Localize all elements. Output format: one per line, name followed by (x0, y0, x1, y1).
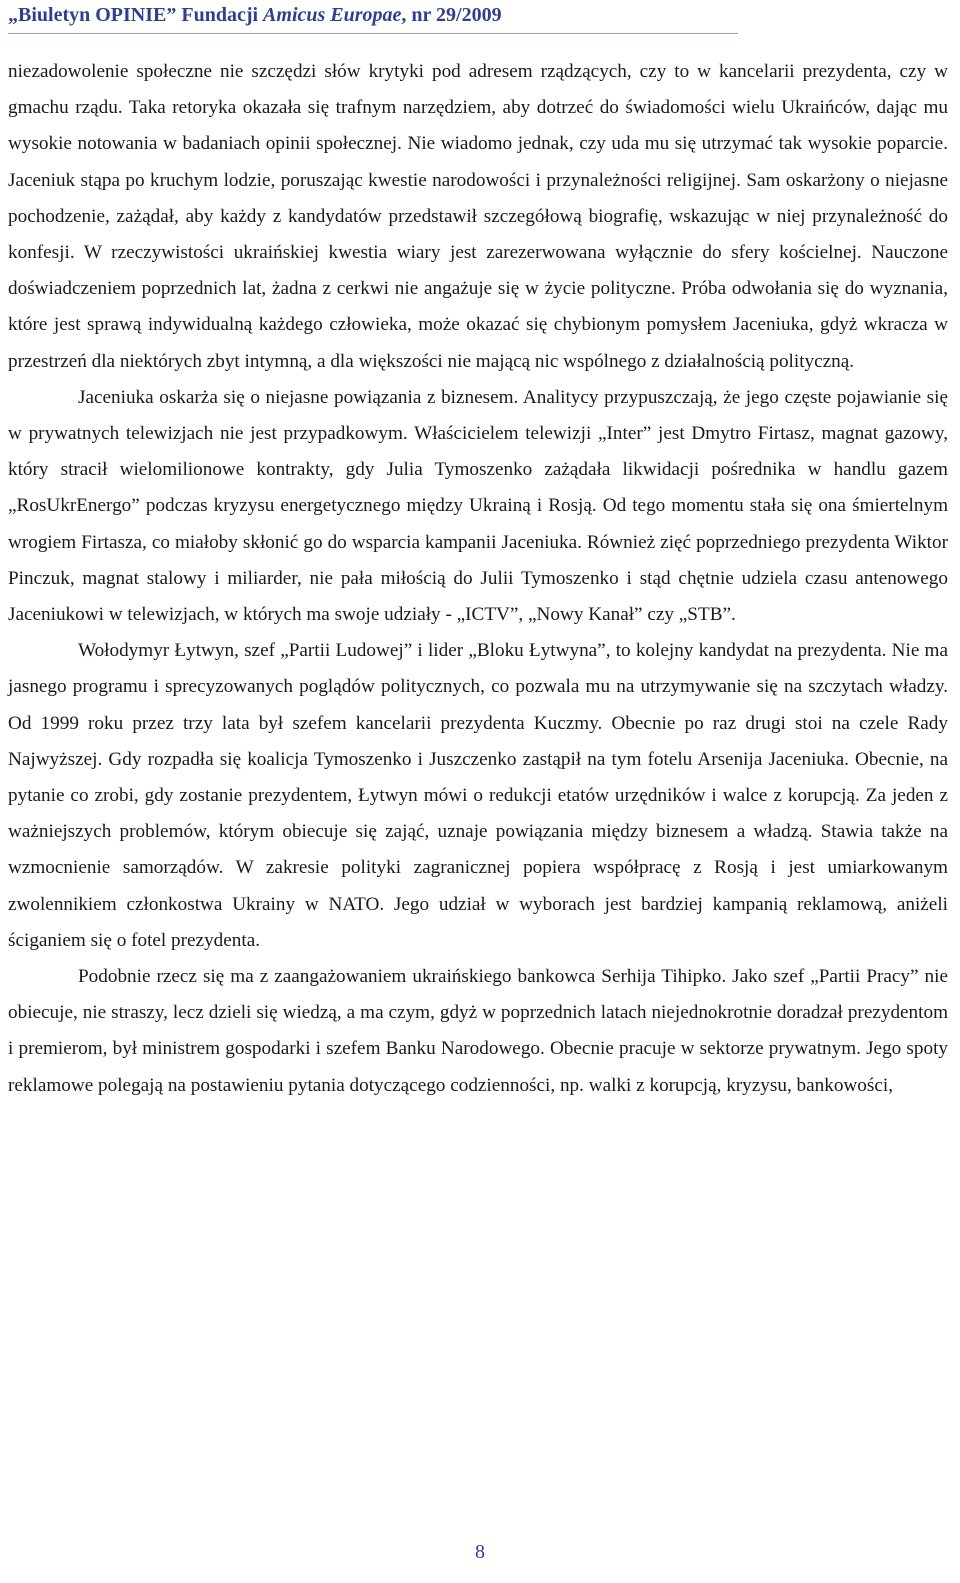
paragraph-1: niezadowolenie społeczne nie szczędzi słów krytyki pod adresem rządzących, czy to w kancelarii prezydenta, czy w gmachu rządu. Taka retoryka okazała się trafnym narzędziem, aby dotrzeć do świadomości wielu Ukraińców, dając mu wysokie notowania w badaniach opinii społecznej. Nie wiadomo jednak, czy uda mu się utrzymać tak wysokie poparcie. Jaceniuk stąpa po kruchym lodzie, poruszając kwestie narodowości i przynależności religijnej. Sam oskarżony o niejasne pochodzenie, zażądał, aby każdy z kandydatów przedstawił szczegółową biografię, wskazując w niej przynależność do konfesji. W rzeczywistości ukraińskiej kwestia wiary jest zarezerwowana wyłącznie do sfery kościelnej. Nauczone doświadczeniem poprzednich lat, żadna z cerkwi nie angażuje się w życie polityczne. Próba odwołania się do wyznania, które jest sprawą indywidualną każdego człowieka, może okazać się chybionym pomysłem Jaceniuka, gdyż wkracza w przestrzeń dla niektórych zbyt intymną, a dla większości nie mającą nic wspólnego z działalnością polityczną. (8, 61, 948, 372)
article-body (8, 54, 948, 1104)
header-title-part2: , nr 29/2009 (401, 4, 502, 26)
header-rule (8, 33, 738, 34)
header-title-part1: „Biuletyn OPINIE” Fundacji (8, 4, 264, 26)
header-title (8, 2, 738, 28)
paragraph-2: Jaceniuka oskarża się o niejasne powiązania z biznesem. Analitycy przypuszczają, że jego częste pojawianie się w prywatnych telewizjach nie jest przypadkowym. Właścicielem telewizji „Inter” jest Dmytro Firtasz, magnat gazowy, który stracił wielomilionowe kontrakty, gdy Julia Tymoszenko zażądała likwidacji pośrednika w handlu gazem „RosUkrEnergo” podczas kryzysu energetycznego między Ukrainą i Rosją. Od tego momentu stała się ona śmiertelnym wrogiem Firtasza, co miałoby skłonić go do wsparcia kampanii Jaceniuka. Również zięć poprzedniego prezydenta Wiktor Pinczuk, magnat stalowy i miliarder, nie pała miłością do Julii Tymoszenko i stąd chętnie udziela czasu antenowego Jaceniukowi w telewizjach, w których ma swoje udziały - „ICTV”, „Nowy Kanał” czy „STB”. (8, 386, 948, 626)
paragraph-4: Podobnie rzecz się ma z zaangażowaniem ukraińskiego bankowca Serhija Tihipko. Jako szef „Partii Pracy” nie obiecuje, nie straszy, lecz dzieli się wiedzą, a ma czym, gdyż w poprzednich latach niejednokrotnie doradzał prezydentom i premierom, był ministrem gospodarki i szefem Banku Narodowego. Obecnie pracuje w sektorze prywatnym. Jego spoty reklamowe polegają na postawieniu pytania dotyczącego codzienności, np. walki z korupcją, kryzysu, bankowości, (8, 966, 948, 1096)
header-title-foundation-name: Amicus Europae (263, 4, 402, 26)
page-number: 8 (475, 1541, 485, 1563)
running-header (8, 2, 738, 34)
paragraph-3: Wołodymyr Łytwyn, szef „Partii Ludowej” i lider „Bloku Łytwyna”, to kolejny kandydat na prezydenta. Nie ma jasnego programu i sprecyzowanych poglądów politycznych, co pozwala mu na utrzymywanie się na szczytach władzy. Od 1999 roku przez trzy lata był szefem kancelarii prezydenta Kuczmy. Obecnie po raz drugi stoi na czele Rady Najwyższej. Gdy rozpadła się koalicja Tymoszenko i Juszczenko zastąpił na tym fotelu Arsenija Jaceniuka. Obecnie, na pytanie co zrobi, gdy zostanie prezydentem, Łytwyn mówi o redukcji etatów urzędników i walce z korupcją. Za jeden z ważniejszych problemów, którym obiecuje się zająć, uznaje powiązania między biznesem a władzą. Stawia także na wzmocnienie samorządów. W zakresie polityki zagranicznej popiera współpracę z Rosją i jest umiarkowanym zwolennikiem członkostwa Ukrainy w NATO. Jego udział w wyborach jest bardziej kampanią reklamową, aniżeli ściganiem się o fotel prezydenta. (8, 640, 948, 951)
